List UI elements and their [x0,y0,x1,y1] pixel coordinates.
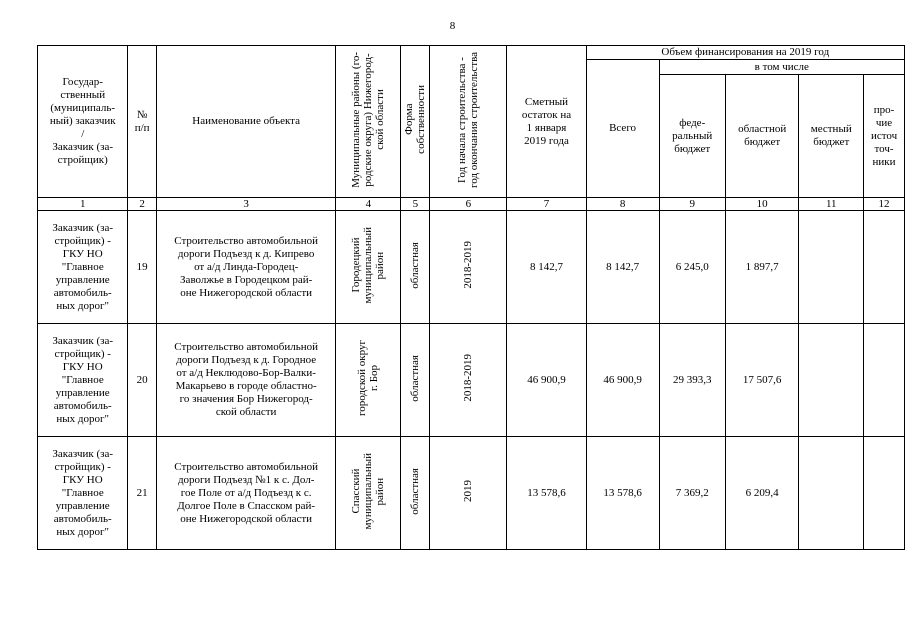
column-number: 5 [401,198,430,211]
district-text: городской округ г. Бор [356,339,381,417]
district-text: Городецкий муниципальный район [350,226,387,304]
years-cell [430,437,507,550]
header-years: Год начала строительства - год окончания строительства [456,51,481,188]
column-number: 8 [586,198,659,211]
table-row [38,324,905,437]
local-cell [799,324,864,437]
years-cell [430,324,507,437]
regional-cell: 17 507,6 [725,324,798,437]
other-cell [864,211,905,324]
years-text: 2018-2019 [462,241,475,289]
balance-cell: 46 900,9 [507,324,586,437]
federal-cell: 7 369,2 [659,437,725,550]
header-district: Муниципальные районы (го- родские округа) Нижегород- ской области [350,51,387,188]
header-other: про- чие источ точ- ники [864,75,905,198]
federal-cell: 29 393,3 [659,324,725,437]
years-text: 2019 [462,480,475,502]
table-row [38,211,905,324]
column-number: 4 [336,198,401,211]
header-regional: областной бюджет [725,75,798,198]
total-cell: 46 900,9 [586,324,659,437]
district-cell [336,211,401,324]
object-name-cell: Строительство автомобильной дороги Подъезд к д. Кипрево от а/д Линда-Городец- Заволжье в Городецком рай- оне Нижегородской области [156,211,336,324]
district-text: Спасский муниципальный район [350,452,387,530]
column-number: 6 [430,198,507,211]
header-object-name: Наименование объекта [156,46,336,198]
local-cell [799,437,864,550]
object-name-cell: Строительство автомобильной дороги Подъезд №1 к с. Дол- гое Поле от а/д Подъезд к с. Долгое Поле в Спасском рай- оне Нижегородской области [156,437,336,550]
total-cell: 13 578,6 [586,437,659,550]
ownership-text: областная [409,354,422,402]
column-number: 7 [507,198,586,211]
header-ownership-cell [401,46,430,198]
header-district-cell [336,46,401,198]
balance-cell: 8 142,7 [507,211,586,324]
total-cell: 8 142,7 [586,211,659,324]
header-ownership: Форма собственности [403,85,428,154]
ownership-cell [401,437,430,550]
ownership-cell [401,324,430,437]
other-cell [864,324,905,437]
balance-cell: 13 578,6 [507,437,586,550]
financing-table [37,45,905,550]
column-number: 12 [864,198,905,211]
regional-cell: 1 897,7 [725,211,798,324]
header-years-cell [430,46,507,198]
header-including: в том числе [659,60,904,75]
header-funding-title: Объем финансирования на 2019 год [586,46,904,60]
ownership-text: областная [409,241,422,289]
ownership-text: областная [409,467,422,515]
header-balance: Сметный остаток на 1 января 2019 года [507,46,586,198]
customer-cell: Заказчик (за- стройщик) - ГКУ НО "Главное управление автомобиль- ных дорог" [38,437,128,550]
row-number-cell: 20 [128,324,156,437]
local-cell [799,211,864,324]
header-number: № п/п [128,46,156,198]
other-cell [864,437,905,550]
column-number-row [38,198,905,211]
federal-cell: 6 245,0 [659,211,725,324]
column-number: 2 [128,198,156,211]
row-number-cell: 21 [128,437,156,550]
column-number: 3 [156,198,336,211]
header-local: местный бюджет [799,75,864,198]
customer-cell: Заказчик (за- стройщик) - ГКУ НО "Главное управление автомобиль- ных дорог" [38,324,128,437]
column-number: 10 [725,198,798,211]
ownership-cell [401,211,430,324]
column-number: 11 [799,198,864,211]
table-row [38,437,905,550]
row-number-cell: 19 [128,211,156,324]
object-name-cell: Строительство автомобильной дороги Подъезд к д. Городное от а/д Неклюдово-Бор-Валки- Макарьево в городе областно- го значения Бор Нижегород- ской области [156,324,336,437]
page-number: 8 [449,20,456,32]
years-text: 2018-2019 [462,354,475,402]
customer-cell: Заказчик (за- стройщик) - ГКУ НО "Главное управление автомобиль- ных дорог" [38,211,128,324]
district-cell [336,437,401,550]
regional-cell: 6 209,4 [725,437,798,550]
years-cell [430,211,507,324]
column-number: 1 [38,198,128,211]
district-cell [336,324,401,437]
header-row-top [38,46,905,60]
column-number: 9 [659,198,725,211]
header-customer: Государ- ственный (муниципаль- ный) заказчик / Заказчик (за- стройщик) [38,46,128,198]
header-federal: феде- ральный бюджет [659,75,725,198]
header-total: Всего [586,60,659,198]
